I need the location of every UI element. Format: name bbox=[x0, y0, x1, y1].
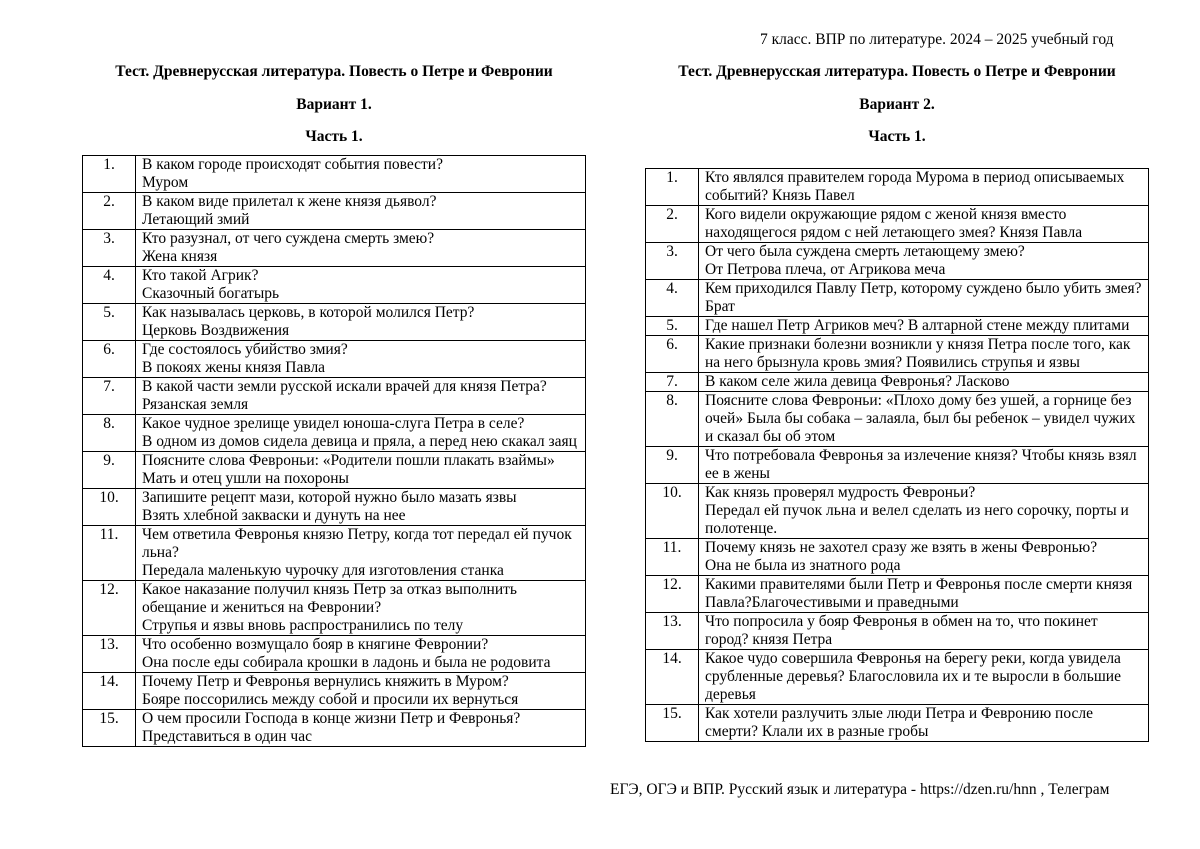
question-number: 12. bbox=[83, 581, 136, 636]
question-row bbox=[646, 373, 1149, 392]
question-text: Какие признаки болезни возникли у князя Петра после того, как на него брызнула кровь змия? Появились струпья и язвы bbox=[705, 336, 1131, 371]
question-number: 4. bbox=[646, 280, 699, 317]
answer-text: Представиться в один час bbox=[142, 728, 312, 745]
question-text: Какими правителями были Петр и Февронья после смерти князя Павла?Благочестивыми и праведными bbox=[705, 576, 1133, 611]
answer-text: Мать и отец ушли на похороны bbox=[142, 470, 349, 487]
answer-text: Церковь Воздвижения bbox=[142, 322, 290, 339]
question-row bbox=[646, 539, 1149, 576]
question-cell bbox=[136, 156, 586, 193]
question-number: 15. bbox=[83, 710, 136, 747]
question-text: Кто такой Агрик? bbox=[142, 267, 259, 284]
question-cell bbox=[699, 243, 1149, 280]
question-text: Чем ответила Февронья князю Петру, когда тот передал ей пучок льна? bbox=[142, 526, 572, 561]
answer-text: Она не была из знатного рода bbox=[705, 557, 901, 574]
question-number: 15. bbox=[646, 705, 699, 742]
question-number: 10. bbox=[83, 489, 136, 526]
question-row bbox=[646, 280, 1149, 317]
question-row bbox=[83, 378, 586, 415]
question-text: Как князь проверял мудрость Февроньи? bbox=[705, 484, 976, 501]
question-cell bbox=[136, 378, 586, 415]
answer-text: Летающий змий bbox=[142, 211, 250, 228]
question-row bbox=[646, 484, 1149, 539]
question-number: 4. bbox=[83, 267, 136, 304]
question-text: Что попросила у бояр Февронья в обмен на то, что покинет город? князя Петра bbox=[705, 613, 1098, 648]
question-cell bbox=[136, 230, 586, 267]
question-number: 14. bbox=[83, 673, 136, 710]
question-number: 12. bbox=[646, 576, 699, 613]
question-number: 3. bbox=[83, 230, 136, 267]
question-text: Почему Петр и Февронья вернулись княжить в Муром? bbox=[142, 673, 509, 690]
question-cell bbox=[136, 526, 586, 581]
answer-text: Она после еды собирала крошки в ладонь и была не родовита bbox=[142, 654, 551, 671]
question-cell bbox=[136, 193, 586, 230]
question-cell bbox=[136, 341, 586, 378]
question-text: В какой части земли русской искали врачей для князя Петра? bbox=[142, 378, 547, 395]
question-text: Где нашел Петр Агриков меч? В алтарной стене между плитами bbox=[705, 317, 1130, 334]
test-title: Тест. Древнерусская литература. Повесть о Петре и Февронии bbox=[678, 63, 1116, 80]
question-row bbox=[83, 452, 586, 489]
question-cell bbox=[699, 392, 1149, 447]
question-text: О чем просили Господа в конце жизни Петр и Февронья? bbox=[142, 710, 521, 727]
question-cell bbox=[699, 447, 1149, 484]
question-text: От чего была суждена смерть летающему змею? bbox=[705, 243, 1025, 260]
question-row bbox=[646, 169, 1149, 206]
questions-table bbox=[645, 168, 1149, 742]
question-number: 5. bbox=[83, 304, 136, 341]
question-number: 13. bbox=[646, 613, 699, 650]
question-row bbox=[646, 392, 1149, 447]
question-text: Кто являлся правителем города Мурома в период описываемых событий? Князь Павел bbox=[705, 169, 1125, 204]
question-row bbox=[646, 206, 1149, 243]
question-number: 5. bbox=[646, 317, 699, 336]
question-cell bbox=[136, 489, 586, 526]
question-cell bbox=[699, 650, 1149, 705]
answer-text: Муром bbox=[142, 174, 189, 191]
question-number: 14. bbox=[646, 650, 699, 705]
question-cell bbox=[699, 539, 1149, 576]
answer-text: Передала маленькую чурочку для изготовления станка bbox=[142, 562, 504, 579]
question-row bbox=[83, 267, 586, 304]
question-text: Как называлась церковь, в которой молился Петр? bbox=[142, 304, 475, 321]
question-number: 7. bbox=[646, 373, 699, 392]
variant-label: Вариант 2. bbox=[859, 96, 935, 113]
question-row bbox=[646, 650, 1149, 705]
question-cell bbox=[699, 206, 1149, 243]
answer-text: Передал ей пучок льна и велел сделать из него сорочку, порты и полотенце. bbox=[705, 502, 1129, 537]
answer-text: В покоях жены князя Павла bbox=[142, 359, 326, 376]
question-number: 6. bbox=[83, 341, 136, 378]
answer-text: Сказочный богатырь bbox=[142, 285, 280, 302]
question-cell bbox=[699, 317, 1149, 336]
question-text: Где состоялось убийство змия? bbox=[142, 341, 348, 358]
question-number: 11. bbox=[646, 539, 699, 576]
question-number: 1. bbox=[83, 156, 136, 193]
question-text: Кем приходился Павлу Петр, которому суждено было убить змея? Брат bbox=[705, 280, 1142, 315]
part-label: Часть 1. bbox=[305, 128, 363, 145]
question-row bbox=[646, 447, 1149, 484]
question-number: 13. bbox=[83, 636, 136, 673]
question-row bbox=[83, 710, 586, 747]
question-text: Какое чудо совершила Февронья на берегу реки, когда увидела срубленные деревья? Благословила их и те выросли в большие деревья bbox=[705, 650, 1121, 703]
variant-label: Вариант 1. bbox=[296, 96, 372, 113]
question-cell bbox=[136, 415, 586, 452]
answer-text: Струпья и язвы вновь распространились по телу bbox=[142, 617, 464, 634]
answer-text: Взять хлебной закваски и дунуть на нее bbox=[142, 507, 406, 524]
question-cell bbox=[136, 452, 586, 489]
question-row bbox=[83, 636, 586, 673]
question-cell bbox=[699, 576, 1149, 613]
answer-text: Жена князя bbox=[142, 248, 218, 265]
question-row bbox=[83, 193, 586, 230]
question-number: 8. bbox=[646, 392, 699, 447]
header-note: 7 класс. ВПР по литературе. 2024 – 2025 учебный год bbox=[760, 31, 1114, 48]
question-number: 10. bbox=[646, 484, 699, 539]
question-cell bbox=[699, 280, 1149, 317]
question-number: 2. bbox=[83, 193, 136, 230]
question-number: 9. bbox=[83, 452, 136, 489]
question-number: 2. bbox=[646, 206, 699, 243]
question-number: 7. bbox=[83, 378, 136, 415]
question-number: 3. bbox=[646, 243, 699, 280]
question-number: 6. bbox=[646, 336, 699, 373]
question-row bbox=[646, 336, 1149, 373]
question-cell bbox=[136, 581, 586, 636]
question-text: Что особенно возмущало бояр в княгине Февронии? bbox=[142, 636, 489, 653]
footer-note: ЕГЭ, ОГЭ и ВПР. Русский язык и литература - https://dzen.ru/hnn , Телеграм bbox=[610, 781, 1110, 798]
question-cell bbox=[136, 673, 586, 710]
question-text: Поясните слова Февроньи: «Родители пошли плакать взаймы» bbox=[142, 452, 555, 469]
question-text: Кто разузнал, от чего суждена смерть змею? bbox=[142, 230, 435, 247]
part-label: Часть 1. bbox=[868, 128, 926, 145]
question-text: В каком селе жила девица Февронья? Ласково bbox=[705, 373, 1010, 390]
question-row bbox=[83, 673, 586, 710]
question-cell bbox=[136, 267, 586, 304]
question-row bbox=[83, 581, 586, 636]
question-text: В каком виде прилетал к жене князя дьявол? bbox=[142, 193, 437, 210]
question-row bbox=[83, 489, 586, 526]
question-text: Поясните слова Февроньи: «Плохо дому без ушей, а горнице без очей» Была бы собака – залаяла, был бы ребенок – увидел чужих и сказал бы об этом bbox=[705, 392, 1136, 445]
question-cell bbox=[699, 373, 1149, 392]
question-row bbox=[646, 705, 1149, 742]
question-text: Какое чудное зрелище увидел юноша-слуга Петра в селе? bbox=[142, 415, 525, 432]
answer-text: Рязанская земля bbox=[142, 396, 249, 413]
question-cell bbox=[136, 710, 586, 747]
question-text: Какое наказание получил князь Петр за отказ выполнить обещание и жениться на Февронии? bbox=[142, 581, 517, 616]
question-text: Почему князь не захотел сразу же взять в жены Февронью? bbox=[705, 539, 1098, 556]
question-text: В каком городе происходят события повести? bbox=[142, 156, 443, 173]
question-row bbox=[646, 243, 1149, 280]
question-row bbox=[646, 317, 1149, 336]
question-number: 11. bbox=[83, 526, 136, 581]
question-cell bbox=[699, 169, 1149, 206]
question-number: 9. bbox=[646, 447, 699, 484]
question-row bbox=[83, 156, 586, 193]
answer-text: В одном из домов сидела девица и пряла, а перед нею скакал заяц bbox=[142, 433, 577, 450]
question-cell bbox=[699, 336, 1149, 373]
question-text: Кого видели окружающие рядом с женой князя вместо находящегося рядом с ней летающего змея? Князя Павла bbox=[705, 206, 1083, 241]
question-cell bbox=[136, 304, 586, 341]
question-row bbox=[646, 576, 1149, 613]
question-cell bbox=[699, 484, 1149, 539]
answer-text: От Петрова плеча, от Агрикова меча bbox=[705, 261, 946, 278]
question-row bbox=[83, 415, 586, 452]
answer-text: Бояре поссорились между собой и просили их вернуться bbox=[142, 691, 519, 708]
question-text: Как хотели разлучить злые люди Петра и Февронию после смерти? Клали их в разные гробы bbox=[705, 705, 1093, 740]
question-text: Что потребовала Февронья за излечение князя? Чтобы князь взял ее в жены bbox=[705, 447, 1137, 482]
question-text: Запишите рецепт мази, которой нужно было мазать язвы bbox=[142, 489, 517, 506]
question-number: 1. bbox=[646, 169, 699, 206]
test-title: Тест. Древнерусская литература. Повесть о Петре и Февронии bbox=[115, 63, 553, 80]
question-row bbox=[83, 526, 586, 581]
question-cell bbox=[699, 705, 1149, 742]
question-row bbox=[83, 341, 586, 378]
question-number: 8. bbox=[83, 415, 136, 452]
question-row bbox=[83, 304, 586, 341]
question-cell bbox=[699, 613, 1149, 650]
question-cell bbox=[136, 636, 586, 673]
question-row bbox=[646, 613, 1149, 650]
questions-table bbox=[82, 155, 586, 747]
question-row bbox=[83, 230, 586, 267]
